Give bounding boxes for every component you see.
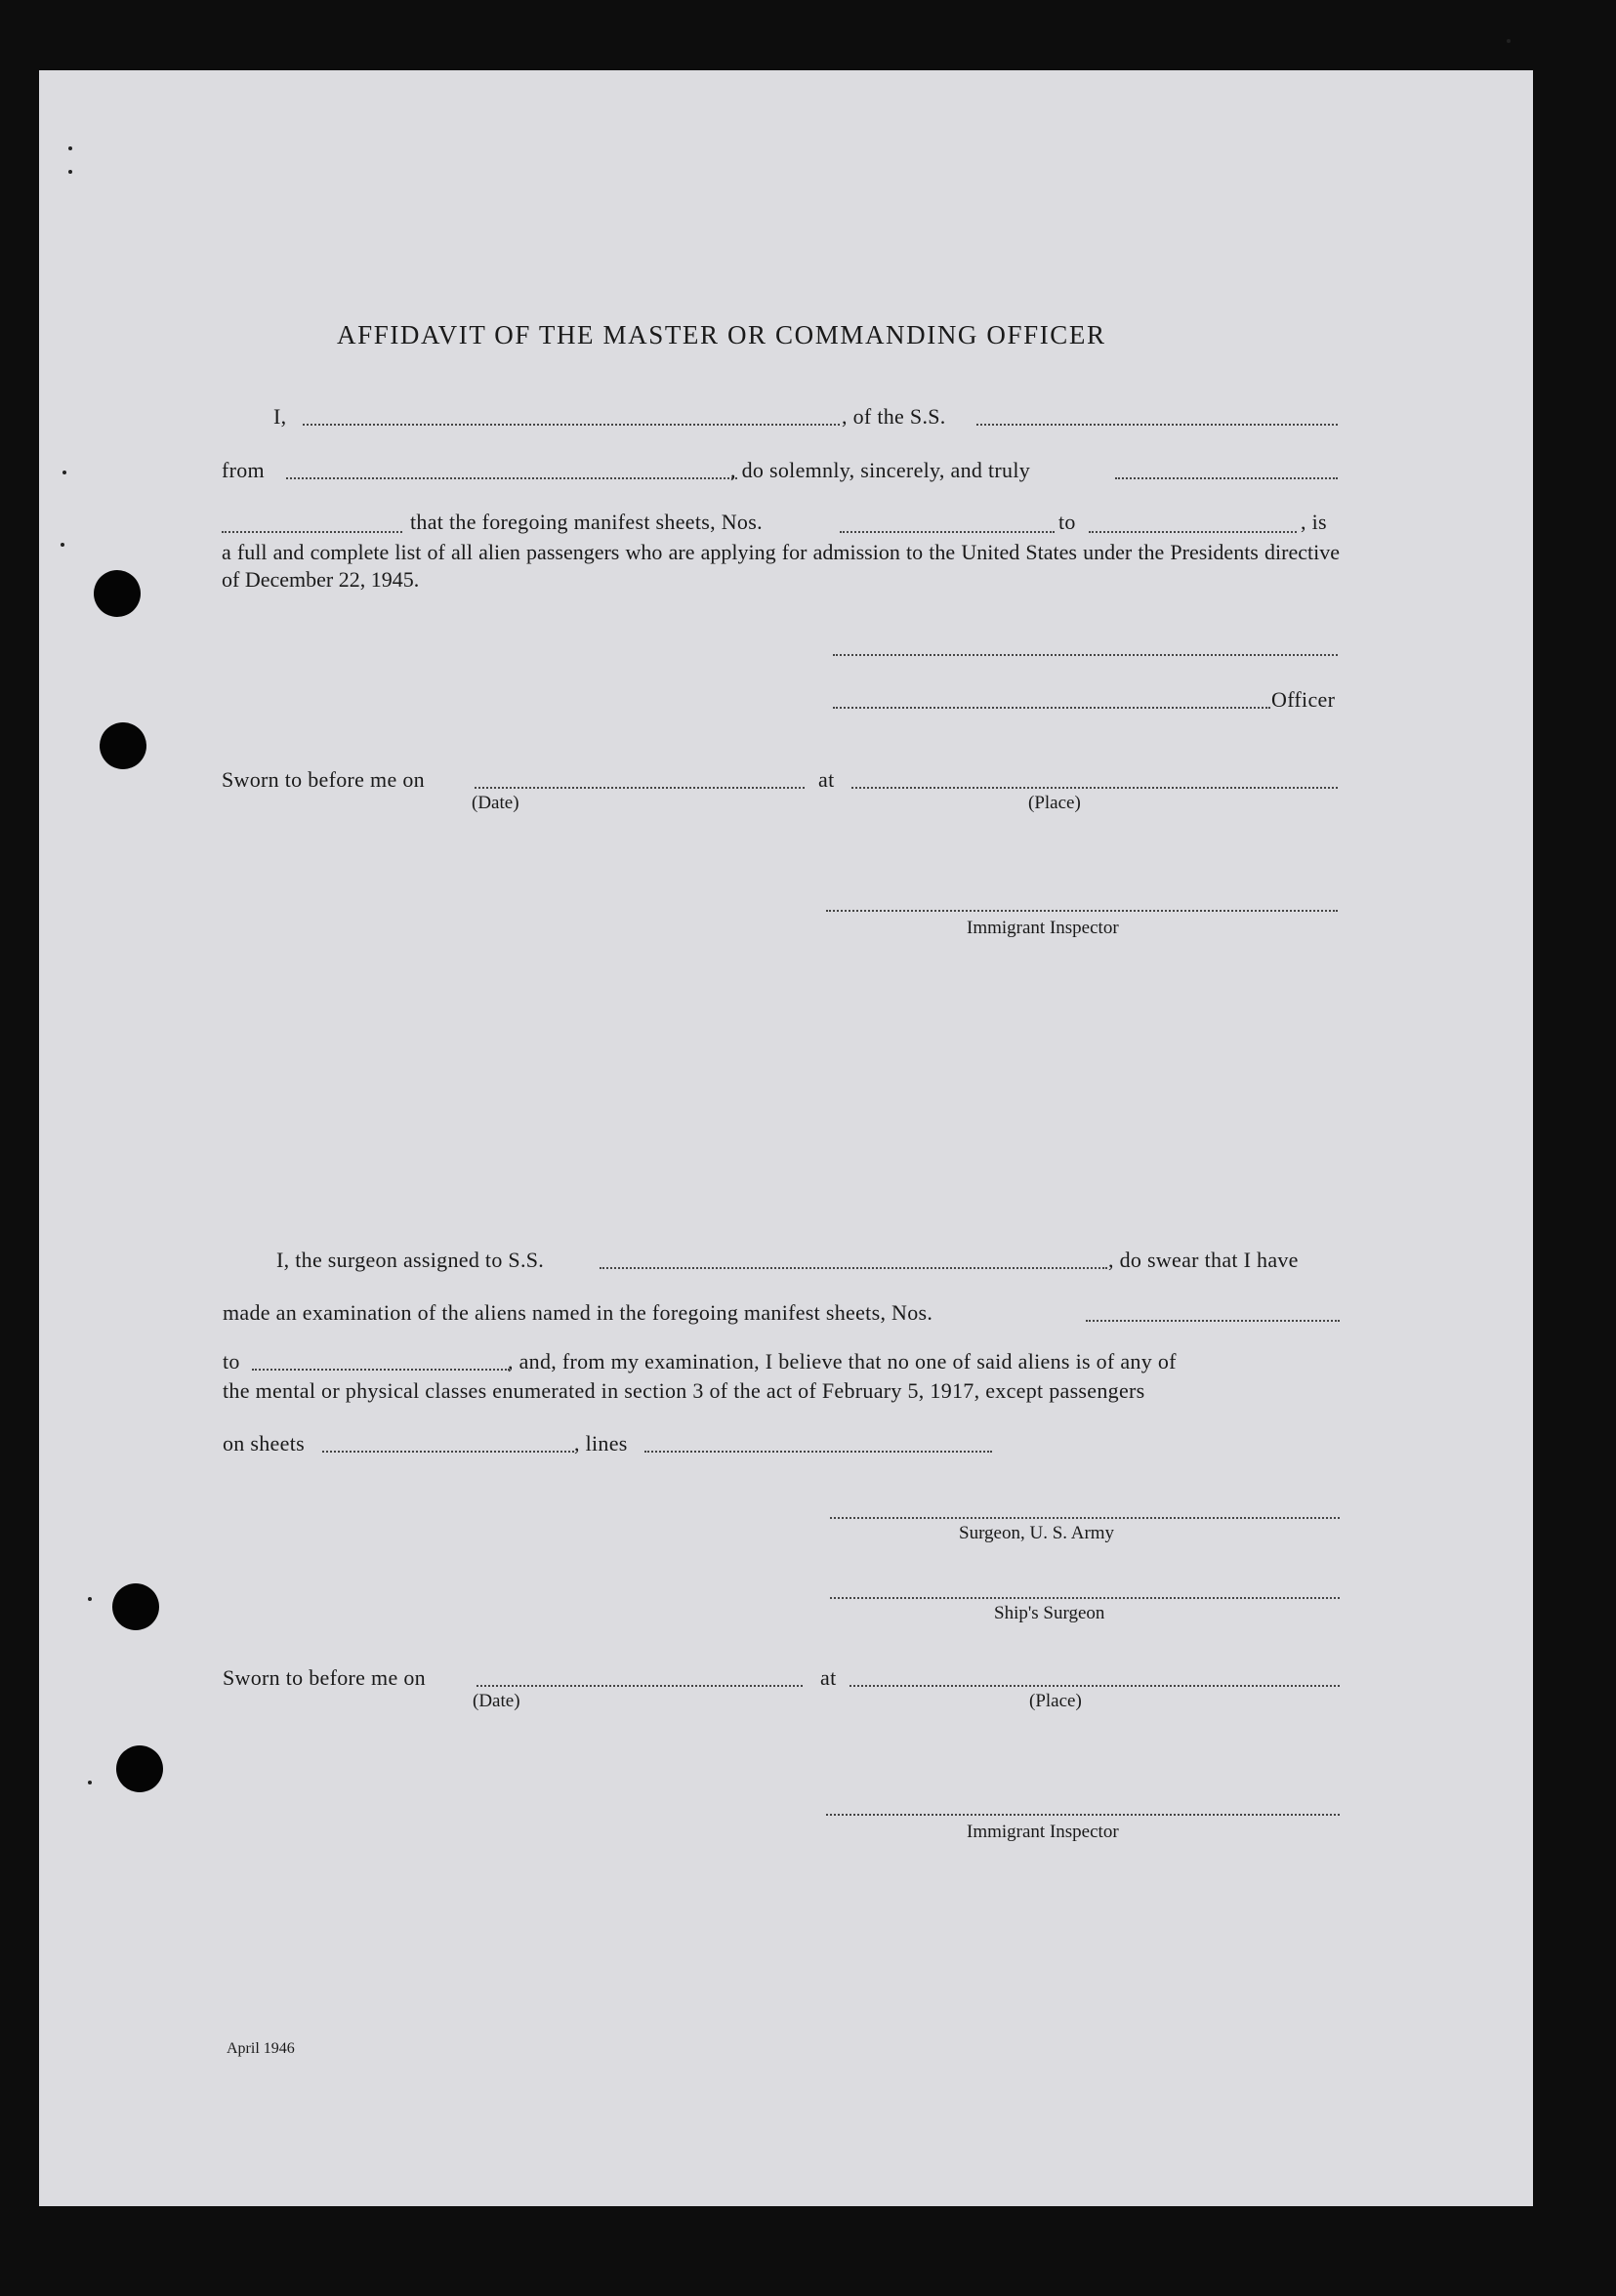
surgeon-ship-field[interactable] bbox=[600, 1267, 1107, 1269]
master-inspector-signature-field[interactable] bbox=[826, 910, 1338, 912]
sheet-nos-from-field[interactable] bbox=[840, 531, 1055, 533]
army-surgeon-label: Surgeon, U. S. Army bbox=[959, 1523, 1115, 1543]
to-label: to bbox=[1058, 510, 1076, 534]
punch-hole bbox=[94, 570, 141, 617]
scan-speck bbox=[68, 146, 72, 150]
sheet-nos-to-field[interactable] bbox=[1089, 531, 1297, 533]
master-at-label: at bbox=[818, 767, 835, 792]
surgeon-inspector-signature-field[interactable] bbox=[826, 1814, 1340, 1816]
lines-label: , lines bbox=[574, 1431, 628, 1456]
oath-verb-field[interactable] bbox=[222, 531, 402, 533]
surgeon-inspector-label: Immigrant Inspector bbox=[967, 1822, 1119, 1842]
from-port-field[interactable] bbox=[286, 477, 737, 479]
lines-field[interactable] bbox=[644, 1451, 992, 1453]
master-sworn-place-field[interactable] bbox=[851, 787, 1338, 789]
officer-label: Officer bbox=[1271, 687, 1336, 712]
punch-hole bbox=[116, 1745, 163, 1792]
foregoing-label: that the foregoing manifest sheets, Nos. bbox=[410, 510, 763, 534]
form-date-footer: April 1946 bbox=[227, 2040, 295, 2057]
surgeon-sheet-nos-to-field[interactable] bbox=[252, 1369, 510, 1371]
scan-speck bbox=[62, 471, 66, 474]
officer-signature-line-1[interactable] bbox=[833, 654, 1338, 656]
surgeon-sworn-date-field[interactable] bbox=[477, 1685, 803, 1687]
surgeon-classes-line: the mental or physical classes enumerated in section 3 of the act of February 5, 1917, except passengers bbox=[223, 1378, 1145, 1403]
surgeon-sworn-place-field[interactable] bbox=[849, 1685, 1340, 1687]
master-sworn-date-field[interactable] bbox=[475, 787, 805, 789]
scan-speck bbox=[68, 170, 72, 174]
surgeon-exam-label: made an examination of the aliens named in the foregoing manifest sheets, Nos. bbox=[223, 1300, 933, 1325]
scan-speck bbox=[1507, 39, 1511, 43]
ship-surgeon-label: Ship's Surgeon bbox=[994, 1603, 1105, 1623]
master-date-caption: (Date) bbox=[472, 793, 519, 813]
officer-signature-line-2[interactable] bbox=[833, 707, 1270, 709]
on-sheets-label: on sheets bbox=[223, 1431, 305, 1456]
surgeon-date-caption: (Date) bbox=[473, 1691, 520, 1711]
surgeon-swear-label: , do swear that I have bbox=[1108, 1248, 1299, 1272]
i-label: I, bbox=[273, 404, 287, 429]
scan-speck bbox=[88, 1781, 92, 1784]
master-inspector-label: Immigrant Inspector bbox=[967, 918, 1119, 938]
master-name-field[interactable] bbox=[303, 424, 840, 426]
punch-hole bbox=[112, 1583, 159, 1630]
master-affidavit-text: a full and complete list of all alien passengers who are applying for admission to the United States under the Presidents directive of December 22, 1945. bbox=[222, 540, 1340, 592]
scan-speck bbox=[61, 543, 64, 547]
surgeon-place-caption: (Place) bbox=[1029, 1691, 1082, 1711]
page-title: AFFIDAVIT OF THE MASTER OR COMMANDING OFFICER bbox=[337, 320, 1106, 349]
on-sheets-field[interactable] bbox=[322, 1451, 574, 1453]
from-label: from bbox=[222, 458, 265, 482]
of-ss-label: , of the S.S. bbox=[842, 404, 946, 429]
solemnly-label: , do solemnly, sincerely, and truly bbox=[730, 458, 1031, 482]
oath-type-field[interactable] bbox=[1115, 477, 1338, 479]
ship-surgeon-signature-field[interactable] bbox=[830, 1597, 1340, 1599]
surgeon-to-label: to bbox=[223, 1349, 240, 1374]
ship-name-field[interactable] bbox=[976, 424, 1338, 426]
surgeon-at-label: at bbox=[820, 1665, 837, 1690]
scan-speck bbox=[88, 1597, 92, 1601]
document-sheet bbox=[39, 70, 1533, 2206]
surgeon-line1-label: I, the surgeon assigned to S.S. bbox=[276, 1248, 545, 1272]
master-place-caption: (Place) bbox=[1028, 793, 1081, 813]
is-label: , is bbox=[1301, 510, 1327, 534]
master-sworn-label: Sworn to before me on bbox=[222, 767, 425, 792]
punch-hole bbox=[100, 722, 146, 769]
surgeon-sworn-label: Sworn to before me on bbox=[223, 1665, 426, 1690]
surgeon-sheet-nos-from-field[interactable] bbox=[1086, 1320, 1340, 1322]
army-surgeon-signature-field[interactable] bbox=[830, 1517, 1340, 1519]
surgeon-belief-label: , and, from my examination, I believe that no one of said aliens is of any of bbox=[508, 1349, 1177, 1374]
